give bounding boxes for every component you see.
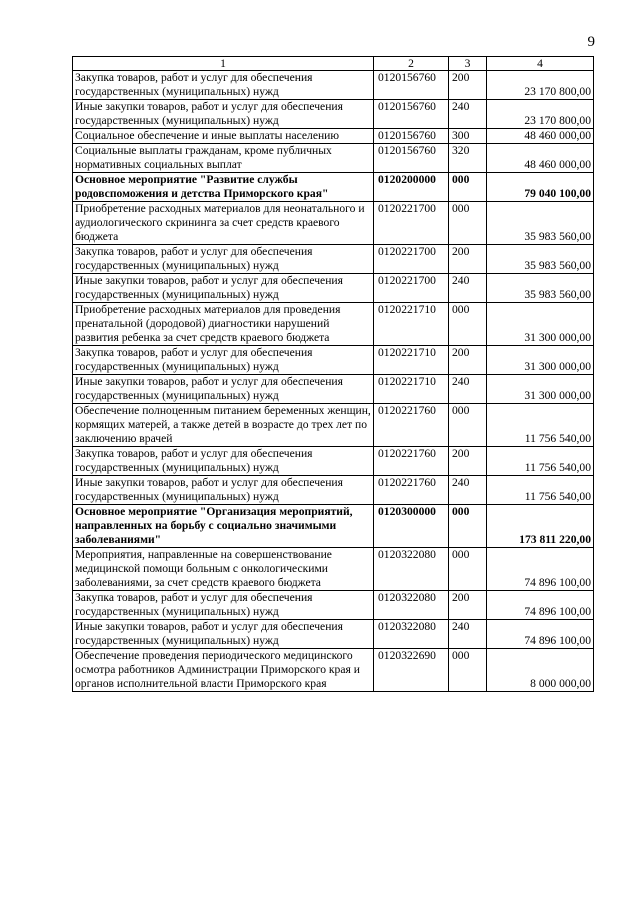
row-name-cell: Социальное обеспечение и иные выплаты населению [73,129,374,144]
row-type-cell: 240 [449,100,487,129]
row-name-cell: Иные закупки товаров, работ и услуг для обеспечения государственных (муниципальных) нужд [73,476,374,505]
row-amount-cell: 11 756 540,00 [487,476,594,505]
row-amount-cell: 48 460 000,00 [487,129,594,144]
row-type-cell: 000 [449,649,487,692]
row-name-cell: Приобретение расходных материалов для проведения пренатальной (дородовой) диагностики нарушений развития ребенка за счет средств краевого бюджета [73,303,374,346]
table-row [73,476,594,505]
row-type-cell: 240 [449,274,487,303]
row-code-cell: 0120156760 [374,71,449,100]
row-type-cell: 300 [449,129,487,144]
row-amount-cell: 31 300 000,00 [487,346,594,375]
row-code-cell: 0120221760 [374,447,449,476]
row-type-cell: 240 [449,375,487,404]
table-row [73,649,594,692]
column-header-4: 4 [487,57,594,71]
page-number: 9 [587,34,595,50]
row-amount-cell: 35 983 560,00 [487,202,594,245]
row-code-cell: 0120322080 [374,591,449,620]
row-code-cell: 0120200000 [374,173,449,202]
row-code-cell: 0120221700 [374,202,449,245]
row-name-cell: Обеспечение полноценным питанием беременных женщин, кормящих матерей, а также детей в возрасте до трех лет по заключению врачей [73,404,374,447]
row-code-cell: 0120221710 [374,375,449,404]
row-amount-cell: 173 811 220,00 [487,505,594,548]
table-row [73,144,594,173]
row-type-cell: 240 [449,620,487,649]
table-header-row [73,57,594,71]
table-row [73,71,594,100]
table-row [73,375,594,404]
table-row [73,548,594,591]
row-code-cell: 0120221710 [374,346,449,375]
row-name-cell: Иные закупки товаров, работ и услуг для обеспечения государственных (муниципальных) нужд [73,100,374,129]
table-row [73,100,594,129]
row-type-cell: 200 [449,245,487,274]
row-name-cell: Социальные выплаты гражданам, кроме публичных нормативных социальных выплат [73,144,374,173]
table-row [73,620,594,649]
table-row [73,346,594,375]
row-type-cell: 000 [449,173,487,202]
row-code-cell: 0120221700 [374,245,449,274]
row-type-cell: 000 [449,303,487,346]
table-row [73,173,594,202]
row-amount-cell: 35 983 560,00 [487,274,594,303]
row-type-cell: 200 [449,447,487,476]
column-header-1: 1 [73,57,374,71]
row-name-cell: Закупка товаров, работ и услуг для обеспечения государственных (муниципальных) нужд [73,447,374,476]
table-row [73,202,594,245]
row-name-cell: Основное мероприятие "Развитие службы родовспоможения и детства Приморского края" [73,173,374,202]
row-amount-cell: 79 040 100,00 [487,173,594,202]
row-amount-cell: 74 896 100,00 [487,591,594,620]
row-name-cell: Иные закупки товаров, работ и услуг для обеспечения государственных (муниципальных) нужд [73,375,374,404]
row-type-cell: 000 [449,202,487,245]
column-header-3: 3 [449,57,487,71]
row-name-cell: Иные закупки товаров, работ и услуг для обеспечения государственных (муниципальных) нужд [73,274,374,303]
row-amount-cell: 31 300 000,00 [487,375,594,404]
row-name-cell: Приобретение расходных материалов для неонатального и аудиологического скрининга за счет средств краевого бюджета [73,202,374,245]
row-amount-cell: 35 983 560,00 [487,245,594,274]
row-name-cell: Обеспечение проведения периодического медицинского осмотра работников Администрации Приморского края и органов исполнительной власти Приморского края [73,649,374,692]
row-type-cell: 240 [449,476,487,505]
row-type-cell: 200 [449,71,487,100]
row-name-cell: Закупка товаров, работ и услуг для обеспечения государственных (муниципальных) нужд [73,71,374,100]
table-row [73,245,594,274]
row-name-cell: Закупка товаров, работ и услуг для обеспечения государственных (муниципальных) нужд [73,591,374,620]
row-amount-cell: 23 170 800,00 [487,100,594,129]
row-amount-cell: 11 756 540,00 [487,447,594,476]
row-type-cell: 200 [449,591,487,620]
row-type-cell: 320 [449,144,487,173]
table-row [73,274,594,303]
row-name-cell: Основное мероприятие "Организация мероприятий, направленных на борьбу с социально значимыми заболеваниями" [73,505,374,548]
row-type-cell: 200 [449,346,487,375]
budget-table [72,56,594,692]
row-amount-cell: 23 170 800,00 [487,71,594,100]
table-row [73,404,594,447]
row-amount-cell: 74 896 100,00 [487,548,594,591]
row-code-cell: 0120156760 [374,100,449,129]
table-row [73,447,594,476]
row-amount-cell: 8 000 000,00 [487,649,594,692]
row-name-cell: Закупка товаров, работ и услуг для обеспечения государственных (муниципальных) нужд [73,245,374,274]
row-code-cell: 0120221760 [374,476,449,505]
row-code-cell: 0120322080 [374,548,449,591]
row-name-cell: Иные закупки товаров, работ и услуг для обеспечения государственных (муниципальных) нужд [73,620,374,649]
row-code-cell: 0120322080 [374,620,449,649]
row-code-cell: 0120221760 [374,404,449,447]
row-amount-cell: 48 460 000,00 [487,144,594,173]
row-type-cell: 000 [449,548,487,591]
table-row [73,591,594,620]
column-header-2: 2 [374,57,449,71]
row-code-cell: 0120300000 [374,505,449,548]
row-code-cell: 0120221700 [374,274,449,303]
row-code-cell: 0120221710 [374,303,449,346]
row-amount-cell: 74 896 100,00 [487,620,594,649]
table-row [73,303,594,346]
row-amount-cell: 31 300 000,00 [487,303,594,346]
row-name-cell: Мероприятия, направленные на совершенствование медицинской помощи больным с онкологическими заболеваниями, за счет средств краевого бюджета [73,548,374,591]
table-row [73,129,594,144]
row-name-cell: Закупка товаров, работ и услуг для обеспечения государственных (муниципальных) нужд [73,346,374,375]
row-code-cell: 0120156760 [374,144,449,173]
row-code-cell: 0120156760 [374,129,449,144]
row-amount-cell: 11 756 540,00 [487,404,594,447]
row-type-cell: 000 [449,404,487,447]
row-type-cell: 000 [449,505,487,548]
table-row [73,505,594,548]
row-code-cell: 0120322690 [374,649,449,692]
